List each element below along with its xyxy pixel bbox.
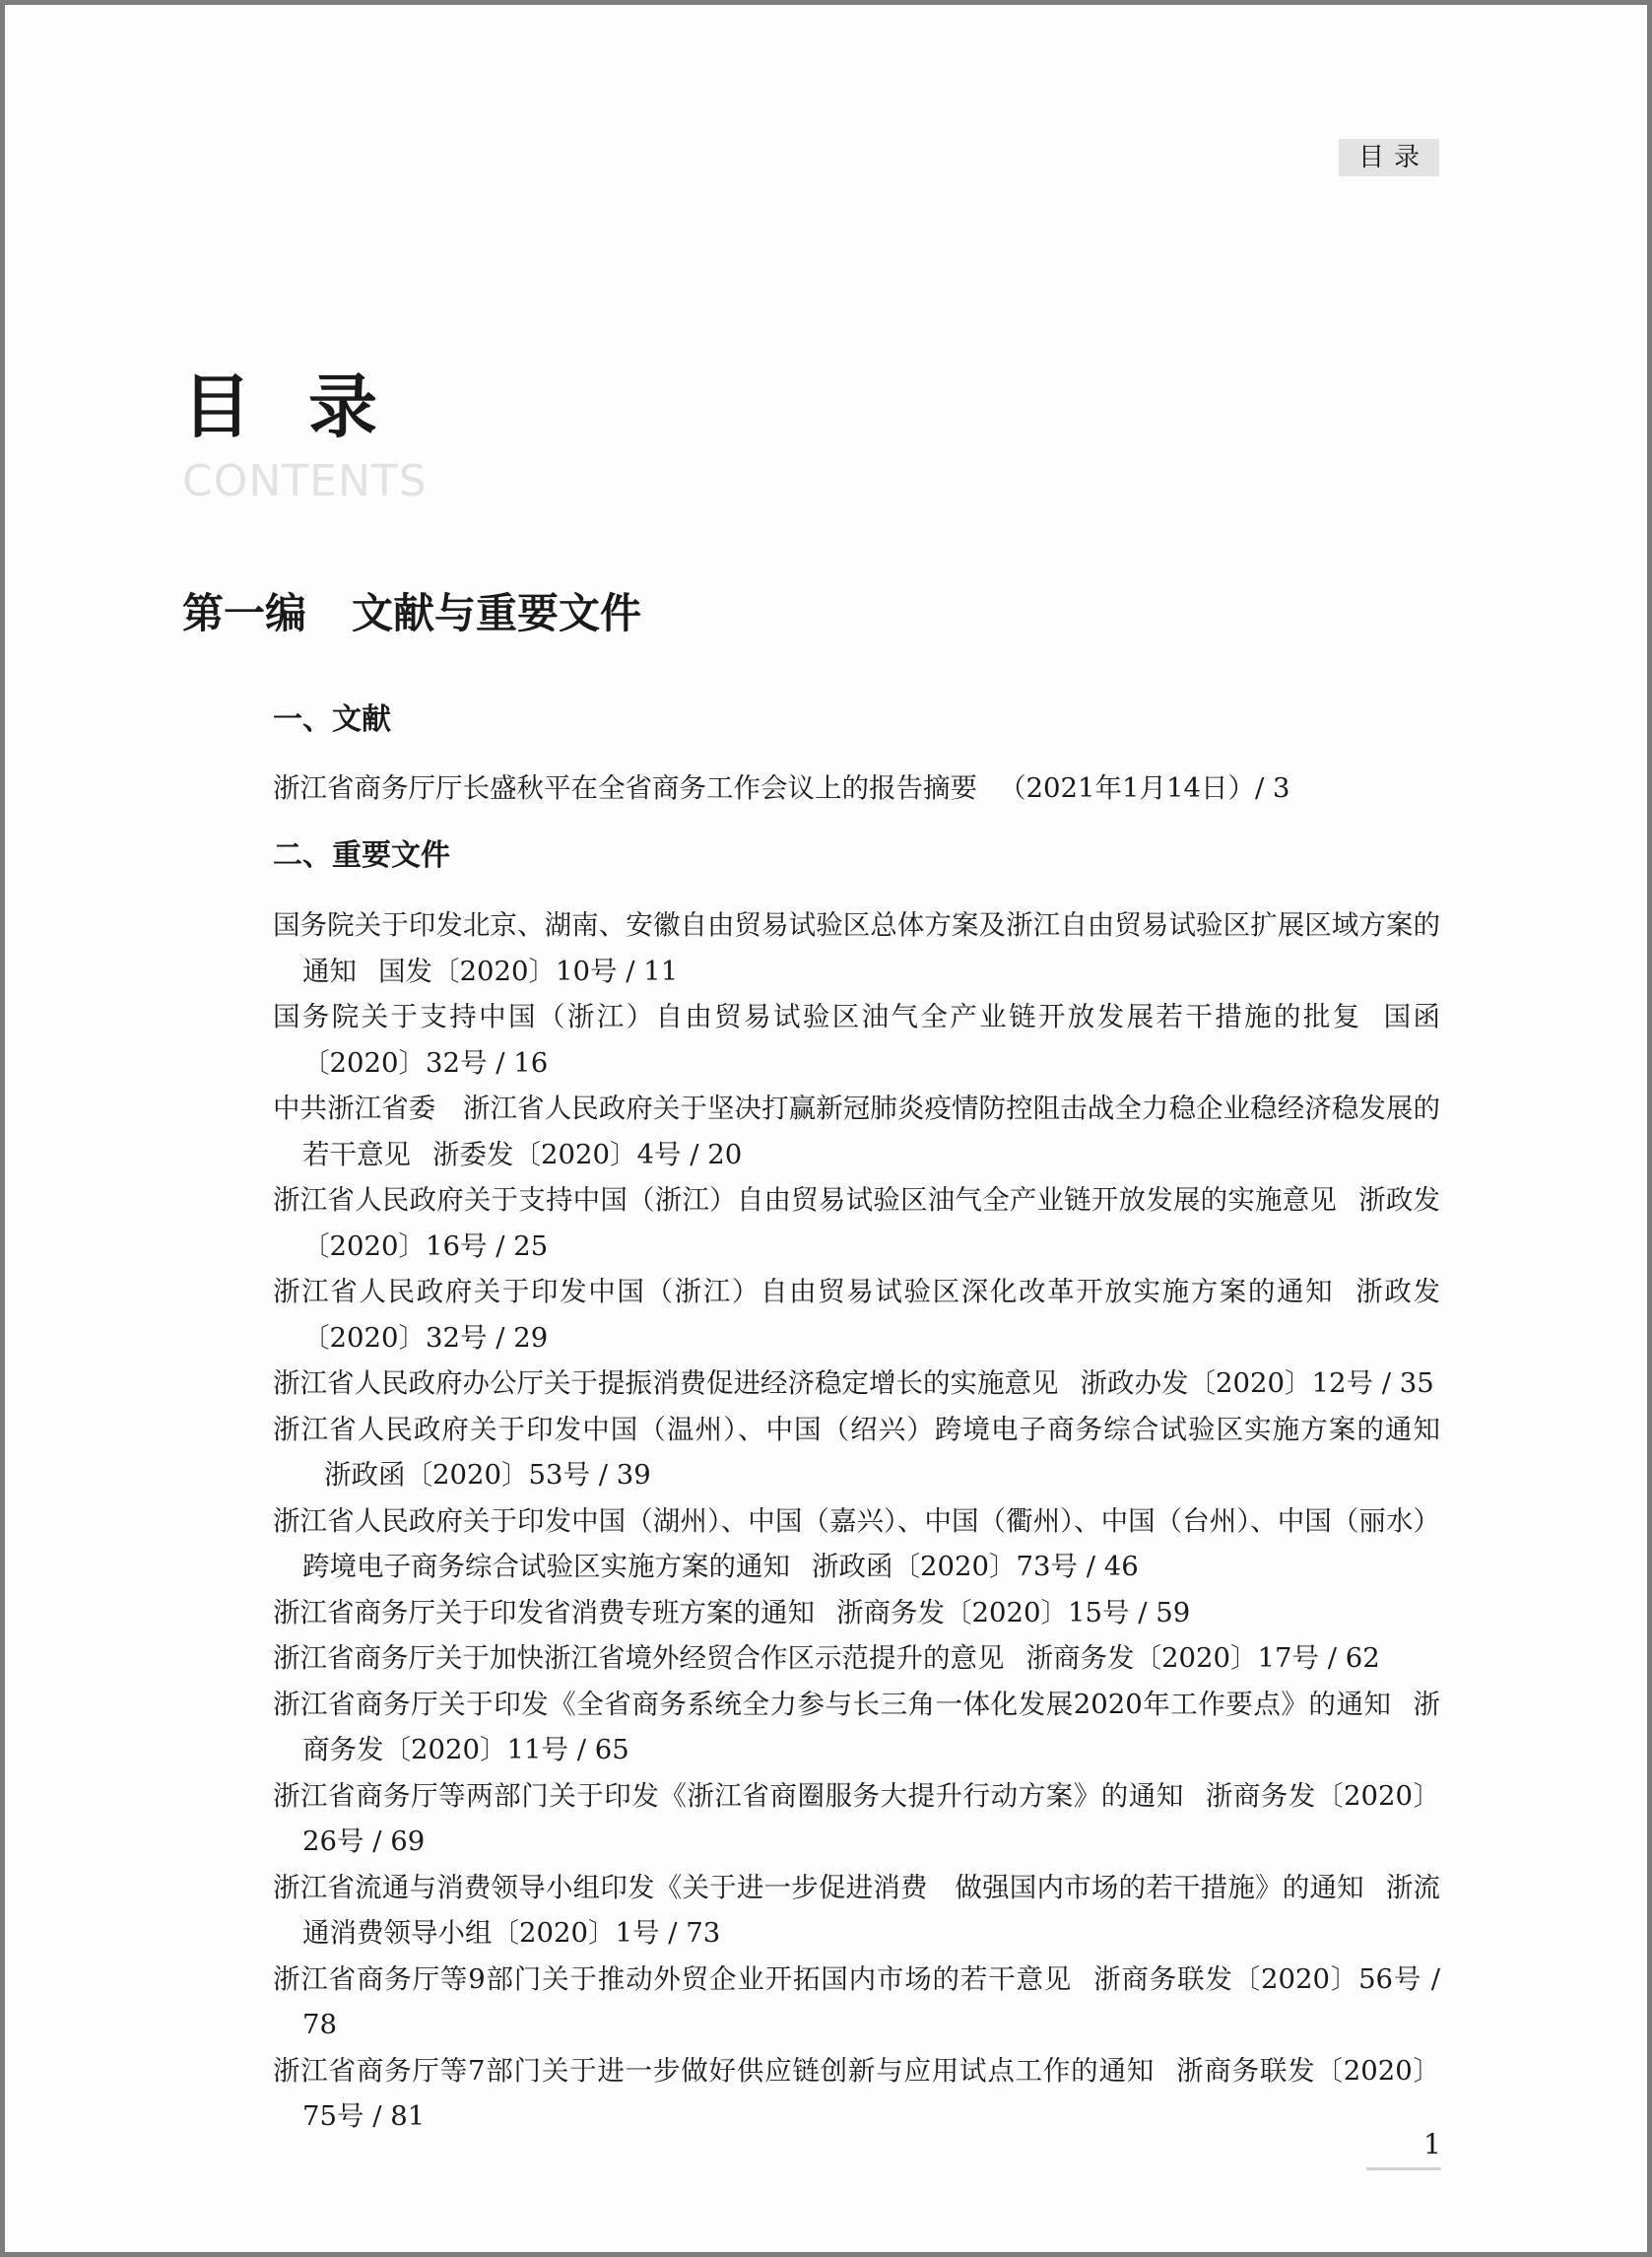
- toc-entry[interactable]: [273, 994, 1440, 1086]
- entry-title: 浙江省商务厅等7部门关于进一步做好供应链创新与应用试点工作的通知: [273, 2054, 1156, 2087]
- toc-entry[interactable]: [273, 1361, 1440, 1407]
- toc-entry[interactable]: [273, 1957, 1440, 2048]
- entry-doc-number: 浙政发〔2020〕16号 / 25: [302, 1184, 1440, 1262]
- entry-doc-number: 浙商务联发〔2020〕56号 / 78: [302, 1962, 1441, 2040]
- entry-doc-number: 浙商务联发〔2020〕75号 / 81: [302, 2054, 1440, 2132]
- toc-entry[interactable]: [273, 1635, 1440, 1682]
- entry-title: 浙江省人民政府关于支持中国（浙江）自由贸易试验区油气全产业链开放发展的实施意见: [273, 1184, 1338, 1216]
- toc-entry[interactable]: [273, 1086, 1440, 1177]
- part-name: 文献与重要文件: [352, 589, 642, 637]
- toc-entry[interactable]: [273, 1407, 1440, 1498]
- entry-doc-number: 浙政发〔2020〕32号 / 29: [302, 1276, 1440, 1354]
- toc-entry[interactable]: [273, 1269, 1440, 1361]
- entry-title: 浙江省人民政府关于印发中国（浙江）自由贸易试验区深化改革开放实施方案的通知: [273, 1276, 1335, 1307]
- entry-doc-number: 浙商务发〔2020〕26号 / 69: [302, 1779, 1440, 1857]
- entry-title: 浙江省商务厅关于印发《全省商务系统全力参与长三角一体化发展2020年工作要点》的通知: [273, 1688, 1392, 1720]
- part-heading: [182, 586, 641, 641]
- toc-entry[interactable]: [273, 765, 1440, 812]
- toc-entry[interactable]: [273, 902, 1440, 994]
- entry-doc-number: 浙政函〔2020〕73号 / 46: [812, 1551, 1139, 1582]
- running-header: 目录: [1339, 139, 1439, 176]
- toc-list-literature: [273, 765, 1440, 812]
- entry-title: 中共浙江省委 浙江省人民政府关于坚决打赢新冠肺炎疫情防控阻击战全力稳企业稳经济稳发展的若干意见: [273, 1093, 1440, 1170]
- entry-title: 浙江省商务厅关于印发省消费专班方案的通知: [273, 1596, 815, 1628]
- entry-doc-number: 浙商务发〔2020〕15号 / 59: [836, 1596, 1191, 1628]
- document-page: [5, 5, 1647, 2252]
- toc-entry[interactable]: [273, 1773, 1440, 1865]
- entry-doc-number: 国发〔2020〕10号 / 11: [378, 955, 679, 987]
- toc-entry[interactable]: [273, 1498, 1440, 1590]
- entry-doc-number: 浙委发〔2020〕4号 / 20: [432, 1138, 743, 1170]
- toc-entry[interactable]: [273, 1682, 1440, 1773]
- entry-title: 浙江省商务厅等两部门关于印发《浙江省商圈服务大提升行动方案》的通知: [273, 1779, 1184, 1812]
- entry-title: 浙江省人民政府办公厅关于提振消费促进经济稳定增长的实施意见: [273, 1367, 1059, 1399]
- page-number-rule: [1366, 2167, 1441, 2170]
- entry-title: 浙江省流通与消费领导小组印发《关于进一步促进消费 做强国内市场的若干措施》的通知: [273, 1871, 1364, 1903]
- entry-doc-number: （2021年1月14日）/ 3: [999, 772, 1290, 804]
- entry-title: 浙江省商务厅等9部门关于推动外贸企业开拓国内市场的若干意见: [273, 1962, 1073, 1995]
- entry-title: 浙江省人民政府关于印发中国（温州）、中国（绍兴）跨境电子商务综合试验区实施方案的通知: [273, 1413, 1440, 1445]
- entry-title: 国务院关于支持中国（浙江）自由贸易试验区油气全产业链开放发展若干措施的批复: [273, 1001, 1362, 1032]
- entry-title: 浙江省商务厅厅长盛秋平在全省商务工作会议上的报告摘要: [273, 772, 977, 804]
- toc-entry[interactable]: [273, 2048, 1440, 2140]
- entry-title: 浙江省人民政府关于印发中国（湖州）、中国（嘉兴）、中国（衢州）、中国（台州）、中国（丽水）跨境电子商务综合试验区实施方案的通知: [273, 1504, 1440, 1582]
- toc-entry[interactable]: [273, 1177, 1440, 1269]
- toc-list-documents: [273, 902, 1440, 2140]
- section-heading-literature: 一、文献: [273, 702, 391, 737]
- entry-doc-number: 浙商务发〔2020〕11号 / 65: [302, 1688, 1440, 1765]
- toc-entry[interactable]: [273, 1590, 1440, 1636]
- entry-title: 浙江省商务厅关于加快浙江省境外经贸合作区示范提升的意见: [273, 1642, 1005, 1674]
- toc-entry[interactable]: [273, 1865, 1440, 1957]
- part-number: 第一编: [182, 589, 307, 637]
- entry-doc-number: 浙政办发〔2020〕12号 / 35: [1080, 1367, 1434, 1399]
- entry-doc-number: 国函〔2020〕32号 / 16: [302, 1001, 1441, 1079]
- page-number: 1: [1423, 2128, 1441, 2160]
- section-heading-documents: 二、重要文件: [273, 838, 450, 873]
- contents-title: 目录: [182, 365, 434, 447]
- entry-doc-number: 浙政函〔2020〕53号 / 39: [324, 1459, 651, 1491]
- entry-doc-number: 浙流通消费领导小组〔2020〕1号 / 73: [302, 1871, 1441, 1949]
- entry-title: 国务院关于印发北京、湖南、安徽自由贸易试验区总体方案及浙江自由贸易试验区扩展区域方案的通知: [273, 909, 1440, 987]
- entry-doc-number: 浙商务发〔2020〕17号 / 62: [1025, 1642, 1380, 1674]
- contents-subtitle: CONTENTS: [182, 456, 428, 506]
